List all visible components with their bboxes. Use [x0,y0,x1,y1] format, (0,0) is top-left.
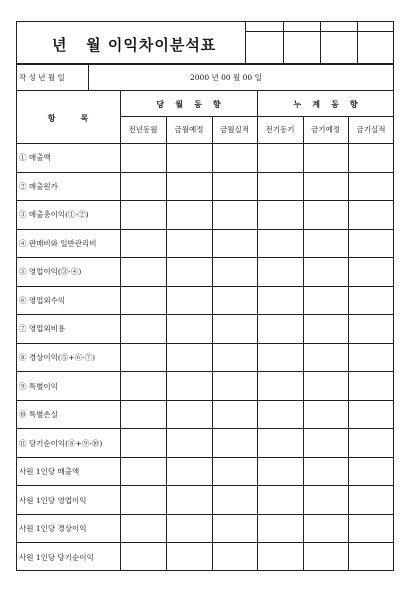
date-label: 작 성 년 월 일 [19,73,65,82]
cumulative-header: 누 계 동 향 [293,99,358,109]
sub-col-prev-period: 전기동기 [265,125,295,134]
sub-col-period-plan: 금기예정 [311,125,340,134]
date-separator [16,90,394,91]
title-separator [16,63,394,65]
table-row-label: ⑦ 영업외비용 [19,324,66,334]
table-row-line [16,257,394,258]
table-row-line [16,400,394,401]
table-row-line [16,485,394,486]
sub-col-month-actual: 금월실적 [220,125,249,134]
table-row-line [16,172,394,173]
table-row-label: ④ 판매비와 일반관리비 [19,238,97,248]
table-row-label: ⑥ 영업외수익 [19,295,66,305]
table-row-label: 사원 1인당 당기순이익 [19,552,94,562]
sub-col-prev-year-month: 전년동월 [128,125,158,134]
table-row-label: ⑨ 특별이익 [19,381,58,391]
table-row-label: ⑪ 당기순이익(⑧+⑨-⑩) [19,438,103,448]
table-row-label: ③ 매출총이익(①-②) [19,210,89,220]
table-row-label: ② 매출원가 [19,181,58,191]
form-title: 년 월 이익차이분석표 [52,36,217,54]
header-bottom-line [16,143,394,144]
table-row-label: ⑧ 경상이익(⑤+⑥-⑦) [19,353,96,362]
table-row-line [16,371,394,372]
item-header: 항 목 [47,113,89,123]
approval-box-divider [283,21,284,64]
table-row-line [16,314,394,315]
current-month-header: 당 월 동 향 [156,99,221,109]
table-row-line [16,229,394,230]
approval-box-divider [357,21,358,64]
table-row-label: 사원 1인당 매출액 [19,467,80,477]
column-line [257,90,258,571]
sub-col-month-plan: 금월예정 [174,125,204,134]
table-row-label: 사원 1인당 영업이익 [19,495,87,505]
table-row-line [16,457,394,458]
table-row-line [16,542,394,543]
table-row-line [16,286,394,287]
date-divider [88,64,89,90]
table-row-label: ① 매출액 [19,153,51,163]
table-row-label: ⑩ 특별손실 [19,410,58,420]
table-row-line [16,343,394,344]
table-row-label: ⑤ 영업이익(③-④) [19,267,82,277]
approval-box-divider [245,21,246,64]
date-value: 2000 년 00 월 00 일 [190,73,262,82]
table-row-line [16,200,394,201]
sub-col-period-actual: 금기실적 [356,125,386,134]
approval-box-divider [320,21,321,64]
table-row-line [16,514,394,515]
approval-box-divider [245,31,394,32]
table-row-label: 사원 1인당 경상이익 [19,524,87,534]
column-line [120,90,121,571]
table-row-line [16,428,394,429]
